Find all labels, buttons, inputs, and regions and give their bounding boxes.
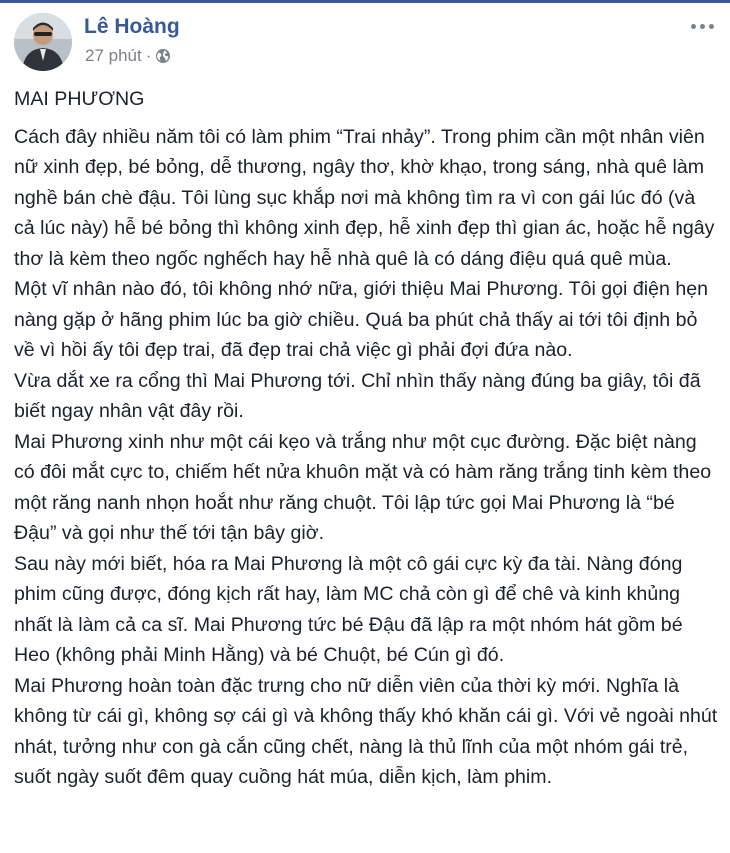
post-meta: [85, 46, 171, 66]
post-header: [14, 13, 714, 75]
author-name[interactable]: Lê Hoàng: [84, 15, 180, 38]
profile-photo-icon: [14, 13, 72, 71]
post-title: MAI PHƯƠNG: [14, 88, 145, 110]
post-paragraph-5: Sau này mới biết, hóa ra Mai Phương là một cô gái cực kỳ đa tài. Nàng đóng phim cũng được, đóng kịch rất hay, làm MC chả còn gì để chê và kinh khủng nhất là làm cả ca sĩ. Mai Phương tức bé Đậu đã lập ra một nhóm hát gồm bé Heo (không phải Minh Hằng) và bé Chuột, bé Cún gì đó.: [14, 552, 683, 666]
post-paragraph-6: Mai Phương hoàn toàn đặc trưng cho nữ diễn viên của thời kỳ mới. Nghĩa là không từ cái gì, không sợ cái gì và không thấy khó khăn cái gì. Với vẻ ngoài nhút nhát, tưởng như con gà cắn cũng chết, nàng là thủ lĩnh của một nhóm gái trẻ, suốt ngày suốt đêm quay cuồng hát múa, diễn kịch, làm phim.: [14, 674, 718, 788]
post-paragraph-4: Mai Phương xinh như một cái kẹo và trắng như một cục đường. Đặc biệt nàng có đôi mắt cực to, chiếm hết nửa khuôn mặt và có hàm răng trắng tinh kèm theo một răng nanh nhọn hoắt như răng chuột. Tôi lập tức gọi Mai Phương là “bé Đậu” và gọi như thế tới tận bây giờ.: [14, 430, 712, 544]
avatar[interactable]: [14, 13, 72, 71]
meta-separator: ·: [145, 46, 152, 65]
post-paragraph-3: Vừa dắt xe ra cổng thì Mai Phương tới. Chỉ nhìn thấy nàng đúng ba giây, tôi đã biết ngay nhân vật đây rồi.: [14, 369, 701, 422]
globe-icon[interactable]: [155, 48, 171, 64]
post-content: [14, 82, 719, 793]
more-dots-icon: [691, 24, 696, 29]
post-timestamp[interactable]: 27 phút: [85, 46, 142, 65]
post-paragraph-2: Một vĩ nhân nào đó, tôi không nhớ nữa, giới thiệu Mai Phương. Tôi gọi điện hẹn nàng gặp ở hãng phim lúc ba giờ chiều. Quá ba phút chả thấy ai tới tôi định bỏ về vì hồi ấy tôi đẹp trai, đã đẹp trai chả việc gì phải đợi đứa nào.: [14, 278, 709, 361]
post-paragraph-1: Cách đây nhiều năm tôi có làm phim “Trai nhảy”. Trong phim cần một nhân viên nữ xinh đẹp, bé bỏng, dễ thương, ngây thơ, khờ khạo, trong sáng, nhà quê làm nghề bán chè đậu. Tôi lùng sục khắp nơi mà không tìm ra vì con gái lúc đó (và cả lúc này) hễ bé bỏng thì không xinh đẹp, hễ xinh đẹp thì gian ác, hoặc hễ ngây thơ là kèm theo ngốc nghếch hay hễ nhà quê là có dáng điệu quá quê mùa.: [14, 125, 715, 270]
more-options-button[interactable]: [691, 17, 714, 35]
